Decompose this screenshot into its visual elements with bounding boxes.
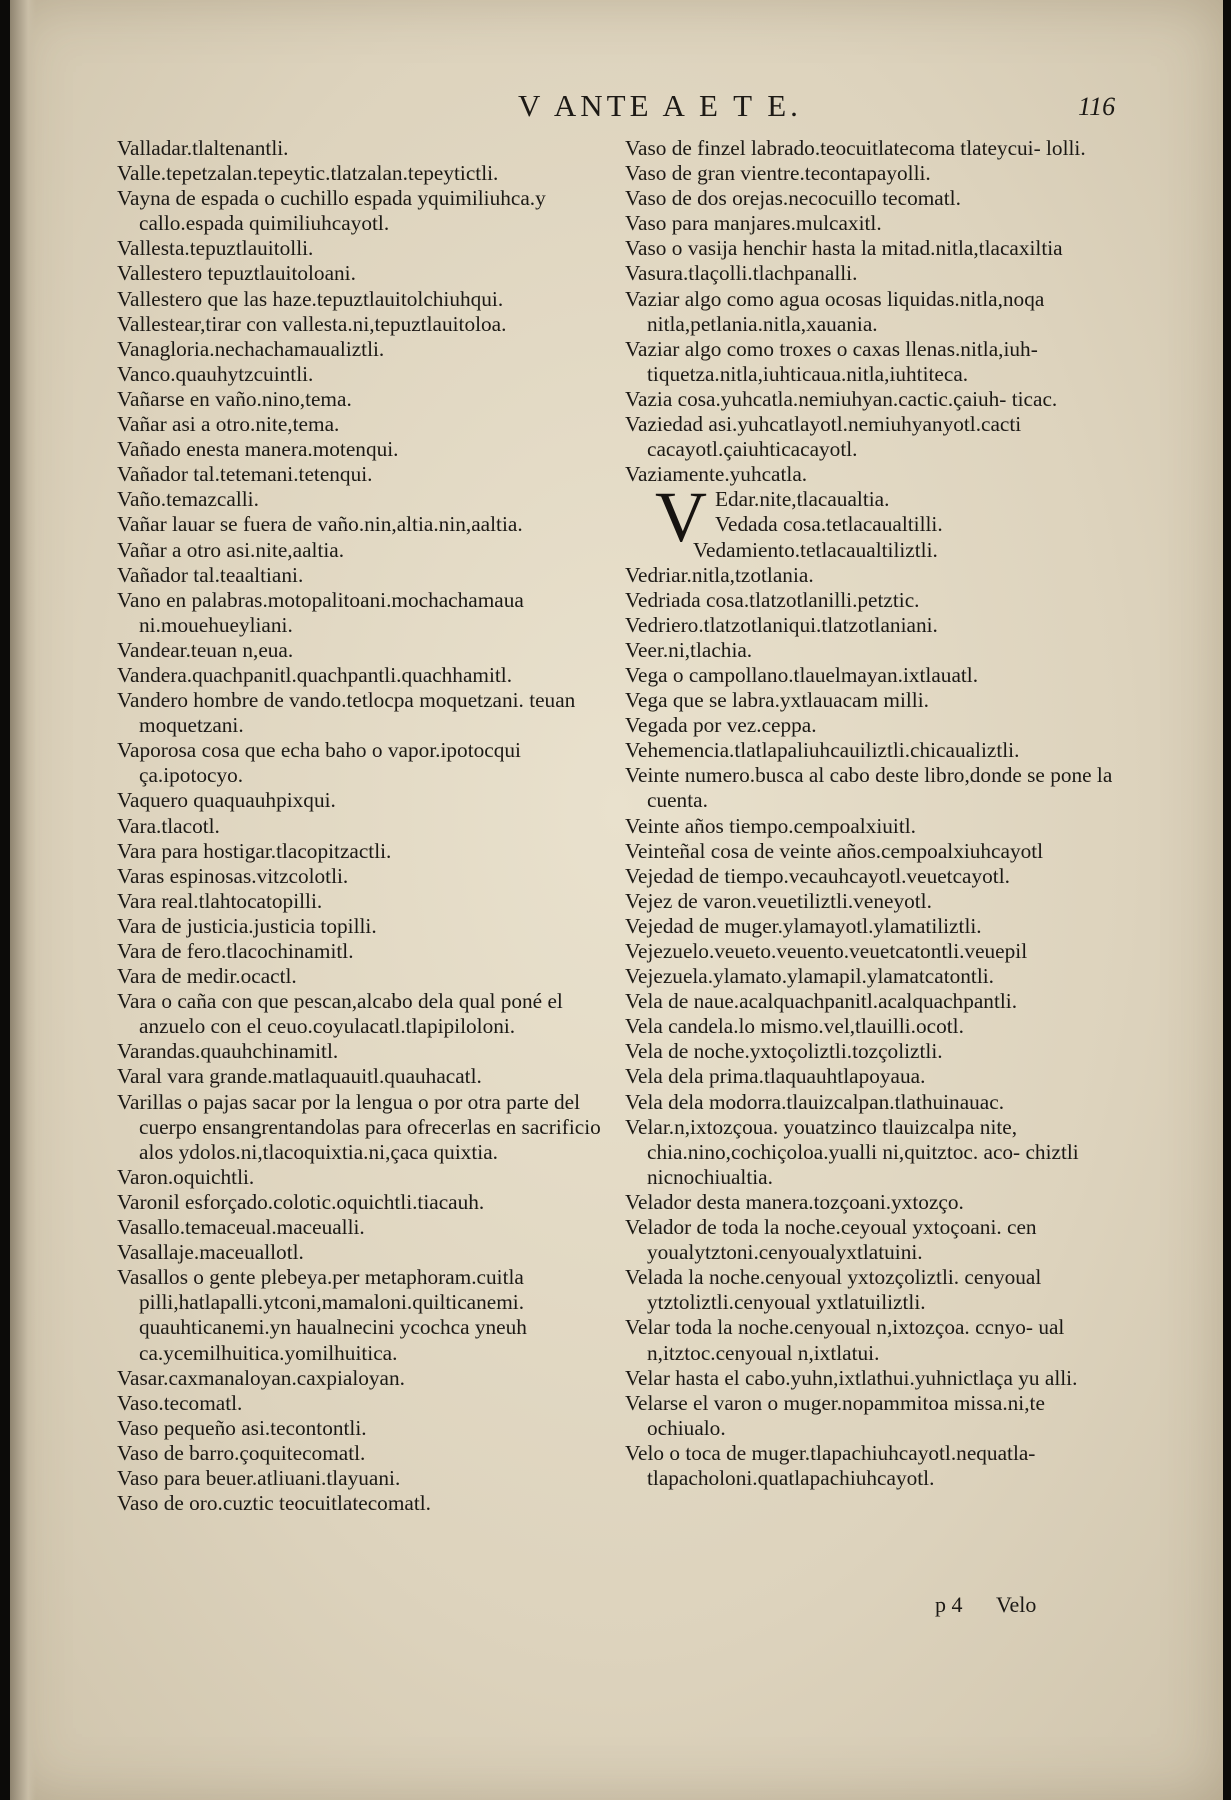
- dictionary-entry: Vandero hombre de vando.tetlocpa moquetzani. teuan moquetzani.: [117, 688, 576, 738]
- left-column: [117, 136, 622, 1516]
- dictionary-entry: Velarse el varon o muger.nopammitoa missa.ni,te ochiualo.: [625, 1390, 1045, 1440]
- dictionary-entry: Vara para hostigar.tlacopitzactli.: [117, 838, 392, 863]
- dictionary-entry: Velar hasta el cabo.yuhn,ixtlathui.yuhnictlaça yu alli.: [625, 1365, 1078, 1390]
- dictionary-entry: Vehemencia.tlatlapaliuhcauiliztli.chicaualiztli.: [625, 738, 1020, 763]
- dictionary-entry: Vanagloria.nechachamaualiztli.: [117, 336, 385, 361]
- dictionary-entry: Vasallo.temaceual.maceualli.: [117, 1215, 365, 1240]
- dictionary-entry: Vañado enesta manera.motenqui.: [117, 437, 399, 462]
- dictionary-entry: Vedriar.nitla,tzotlania.: [625, 562, 814, 587]
- dictionary-entry: Vedada cosa.tetlacaualtilli.: [715, 512, 943, 537]
- right-column-top-entries: [625, 136, 1113, 487]
- dictionary-entry: Varandas.quauhchinamitl.: [117, 1039, 339, 1064]
- signature-mark: p 4: [935, 1592, 963, 1617]
- dictionary-entry: Valle.tepetzalan.tepeytic.tlatzalan.tepeytictli.: [117, 161, 499, 186]
- dictionary-entry: Vandear.teuan n,eua.: [117, 637, 294, 662]
- dictionary-entry: Vaso de finzel labrado.teocuitlatecoma tlateycui- lolli.: [625, 136, 1086, 160]
- dictionary-entry: Vela dela prima.tlaquauhtlapoyaua.: [625, 1064, 926, 1089]
- dictionary-entry: Vayna de espada o cuchillo espada yquimiliuhca.y callo.espada quimiliuhcayotl.: [117, 186, 546, 236]
- catchword: Velo: [996, 1592, 1037, 1617]
- dictionary-entry: Vaso de gran vientre.tecontapayolli.: [625, 161, 931, 186]
- dictionary-entry: Vañar a otro asi.nite,aaltia.: [117, 537, 345, 562]
- dictionary-entry: Velar toda la noche.cenyoual n,ixtozçoa. ccnyo- ual n,itztoc.cenyoual n,ixtlatui.: [625, 1315, 1065, 1365]
- dictionary-entry: Varas espinosas.vitzcolotli.: [117, 863, 349, 888]
- dictionary-entry: Vegada por vez.ceppa.: [625, 713, 817, 738]
- dictionary-entry: Varonil esforçado.colotic.oquichtli.tiacauh.: [117, 1189, 485, 1214]
- dictionary-entry: Vara de medir.ocactl.: [117, 964, 297, 989]
- dictionary-entry: Vara.tlacotl.: [117, 813, 220, 838]
- dictionary-entry: Vejez de varon.veuetiliztli.veneyotl.: [625, 888, 932, 913]
- dictionary-entry: Vaso o vasija henchir hasta la mitad.nitla,tlacaxiltia: [625, 236, 1063, 261]
- dictionary-entry: Vasar.caxmanaloyan.caxpialoyan.: [117, 1365, 405, 1390]
- dictionary-entry: Vaso de dos orejas.necocuillo tecomatl.: [625, 186, 961, 211]
- dictionary-entry: Vaporosa cosa que echa baho o vapor.ipotocqui ça.ipotocyo.: [117, 738, 521, 788]
- dictionary-entry: Vejezuela.ylamato.ylamapil.ylamatcatontli.: [625, 964, 995, 989]
- dictionary-entry: Vejedad de tiempo.vecauhcayotl.veuetcayotl.: [625, 863, 1010, 888]
- dictionary-entry: Vaso de barro.çoquitecomatl.: [117, 1440, 366, 1465]
- dictionary-entry: Vaziar algo como agua ocosas liquidas.nitla,noqa nitla,petlania.nitla,xauania.: [625, 286, 1045, 336]
- dictionary-entry: Velo o toca de muger.tlapachiuhcayotl.nequatla- tlapacholoni.quatlapachiuhcayotl.: [625, 1440, 1036, 1490]
- dictionary-entry: Vañar lauar se fuera de vaño.nin,altia.nin,aaltia.: [117, 512, 523, 537]
- dictionary-entry: Vandera.quachpanitl.quachpantli.quachhamitl.: [117, 662, 513, 687]
- dictionary-entry: Vara real.tlahtocatopilli.: [117, 888, 323, 913]
- dictionary-entry: Vañador tal.tetemani.tetenqui.: [117, 462, 373, 487]
- dictionary-entry: Vela de noche.yxtoçoliztli.tozçoliztli.: [625, 1039, 943, 1064]
- dictionary-entry: Vaso de oro.cuztic teocuitlatecomatl.: [117, 1491, 432, 1516]
- dictionary-entry: Velar.n,ixtozçoua. youatzinco tlauizcalpa nite, chia.nino,cochiçoloa.yualli ni,quitztoc. aco- chiztli nicnochiualtia.: [625, 1114, 1079, 1189]
- dictionary-entry: Vallestear,tirar con vallesta.ni,tepuztlauitoloa.: [117, 311, 507, 336]
- dictionary-entry: Vasallaje.maceuallotl.: [117, 1240, 304, 1265]
- dictionary-entry: Vaño.temazcalli.: [117, 487, 259, 512]
- dictionary-entry: Vañador tal.teaaltiani.: [117, 562, 304, 587]
- dictionary-entry: Vega que se labra.yxtlauacam milli.: [625, 688, 929, 713]
- dictionary-entry: Vañar asi a otro.nite,tema.: [117, 412, 340, 437]
- right-column: [625, 136, 1113, 1491]
- dictionary-entry: Veinteñal cosa de veinte años.cempoalxiuhcayotl: [625, 838, 1044, 863]
- dictionary-entry: Vedamiento.tetlacaualtiliztli.: [693, 537, 938, 562]
- dictionary-entry: Valladar.tlaltenantli.: [117, 136, 289, 160]
- dictionary-entry: Vaziamente.yuhcatla.: [625, 462, 808, 487]
- dictionary-entry: Vara de justicia.justicia topilli.: [117, 913, 377, 938]
- dictionary-entry: Edar.nite,tlacaualtia.: [715, 487, 890, 512]
- dictionary-entry: Vanco.quauhytzcuintli.: [117, 361, 314, 386]
- dictionary-entry: Vara de fero.tlacochinamitl.: [117, 939, 354, 963]
- page-footer: [935, 1592, 1036, 1618]
- dictionary-entry: Velador de toda la noche.ceyoual yxtoçoani. cen youalytztoni.cenyoualyxtlatuini.: [625, 1215, 1037, 1265]
- dropcap-letter: V: [655, 477, 707, 558]
- dictionary-entry: Vallesta.tepuztlauitolli.: [117, 236, 314, 261]
- dictionary-entry: Vaso.tecomatl.: [117, 1390, 243, 1415]
- dictionary-entry: Vega o campollano.tlauelmayan.ixtlauatl.: [625, 662, 979, 687]
- dictionary-entry: Vaso para manjares.mulcaxitl.: [625, 211, 882, 236]
- dictionary-entry: Varillas o pajas sacar por la lengua o por otra parte del cuerpo ensangrentandolas para ofrecerlas en sacrificio alos ydolos.ni,tlacoquixtia.ni,çaca quixtia.: [117, 1089, 601, 1164]
- dictionary-entry: Veinte años tiempo.cempoalxiuitl.: [625, 813, 916, 838]
- dictionary-entry: Velada la noche.cenyoual yxtozçoliztli. cenyoual ytztoliztli.cenyoual yxtlatuiliztli.: [625, 1265, 1042, 1315]
- dictionary-entry: Vela candela.lo mismo.vel,tlauilli.ocotl.: [625, 1014, 964, 1039]
- dictionary-entry: Varal vara grande.matlaquauitl.quauhacatl.: [117, 1064, 482, 1089]
- dictionary-entry: Vaziedad asi.yuhcatlayotl.nemiuhyanyotl.cacti cacayotl.çaiuhticacayotl.: [625, 412, 1022, 462]
- dictionary-entry: Vallestero que las haze.tepuztlauitolchiuhqui.: [117, 286, 504, 311]
- running-head: V ANTE A E T E.: [518, 88, 802, 123]
- dictionary-entry: Vedriada cosa.tlatzotlanilli.petztic.: [625, 587, 920, 612]
- dictionary-entry: Velador desta manera.tozçoani.yxtozço.: [625, 1189, 964, 1214]
- dictionary-entry: Vaso pequeño asi.tecontontli.: [117, 1415, 367, 1440]
- dictionary-entry: Vasura.tlaçolli.tlachpanalli.: [625, 261, 858, 286]
- dictionary-entry: Vara o caña con que pescan,alcabo dela qual poné el anzuelo con el ceuo.coyulacatl.tlapipiloloni.: [117, 989, 563, 1039]
- dictionary-entry: Vela dela modorra.tlauizcalpan.tlathuinauac.: [625, 1089, 1005, 1114]
- dictionary-entry: Vano en palabras.motopalitoani.mochachamaua ni.mouehueyliani.: [117, 587, 524, 637]
- dictionary-entry: Vallestero tepuztlauitoloani.: [117, 261, 356, 286]
- dictionary-entry: Vedriero.tlatzotlaniqui.tlatzotlaniani.: [625, 612, 938, 637]
- dictionary-entry: Veer.ni,tlachia.: [625, 637, 753, 662]
- dictionary-entry: Vazia cosa.yuhcatla.nemiuhyan.cactic.çaiuh- ticac.: [625, 386, 1058, 411]
- dictionary-entry: Vasallos o gente plebeya.per metaphoram.cuitla pilli,hatlapalli.ytconi,mamaloni.quilticanemi. quauhticanemi.yn haualnecini ycochca yneuh ca.ycemilhuitica.yomilhuitica.: [117, 1265, 527, 1365]
- binding-gutter: [10, 0, 36, 1800]
- dictionary-entry: Vela de naue.acalquachpanitl.acalquachpantli.: [625, 989, 1018, 1014]
- book-page: [10, 0, 1223, 1800]
- folio-number: 116: [1078, 92, 1116, 121]
- dictionary-entry: Vaso para beuer.atliuani.tlayuani.: [117, 1465, 401, 1490]
- dictionary-entry: Vejedad de muger.ylamayotl.ylamatiliztli.: [625, 913, 982, 938]
- right-column-bottom-entries: [625, 538, 1113, 1492]
- dictionary-entry: Vejezuelo.veueto.veuento.veuetcatontli.veuepil: [625, 939, 1028, 963]
- dictionary-entry: Vaziar algo como troxes o caxas llenas.nitla,iuh- tiquetza.nitla,iuhticaua.nitla,iuhtiteca.: [625, 336, 1038, 386]
- page-header: [10, 88, 1223, 128]
- dictionary-entry: Veinte numero.busca al cabo deste libro,donde se pone la cuenta.: [625, 763, 1113, 813]
- dictionary-entry: Vañarse en vaño.nino,tema.: [117, 386, 352, 411]
- dictionary-entry: Varon.oquichtli.: [117, 1164, 255, 1189]
- dictionary-entry: Vaquero quaquauhpixqui.: [117, 788, 336, 813]
